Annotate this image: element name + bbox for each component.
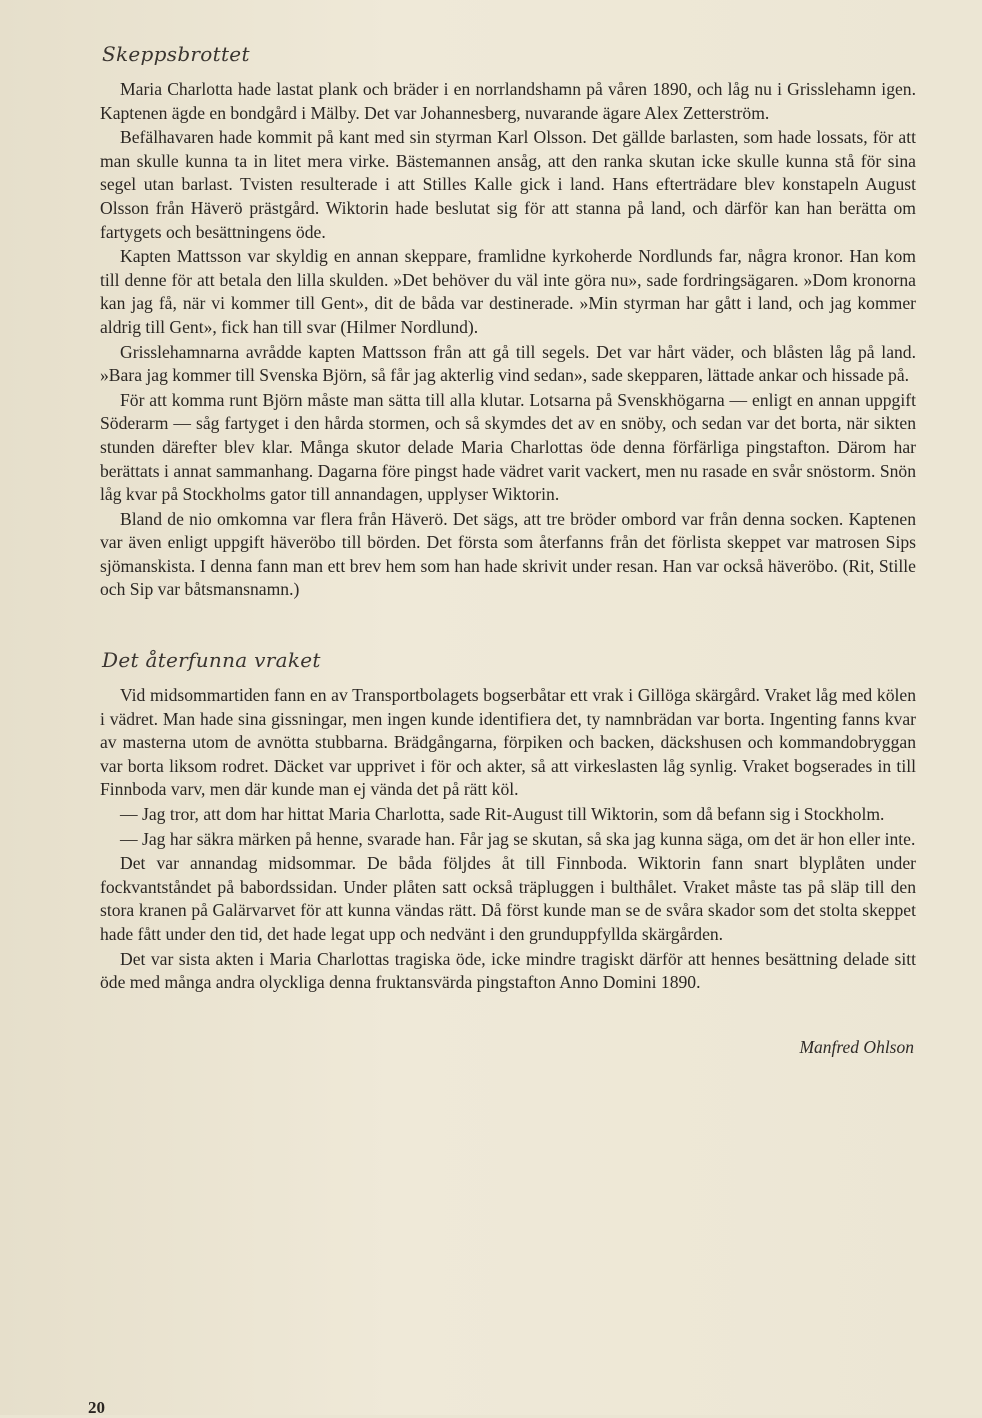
- author-signature: Manfred Ohlson: [799, 1036, 914, 1057]
- paragraph: Befälhavaren hade kommit på kant med sin styrman Karl Olsson. Det gällde barlasten, som hade lossats, för att man skulle kunna ta in litet mera virke. Bästemannen ansåg, att den ranka skutan icke skulle kunna stå för sina segel utan barlast. Tvisten resulterade i att Stilles Kalle gick i land. Hans efterträdare blev konstapeln August Olsson från Häverö prästgård. Wiktorin hade beslutat sig för att stanna på land, och därför kan han berätta om fartygets och besättningens öde.: [100, 127, 916, 242]
- paragraph: Maria Charlotta hade lastat plank och bräder i en norrlandshamn på våren 1890, och låg nu i Grisslehamn igen. Kaptenen ägde en bondgård i Mälby. Det var Johannesberg, nuvarande ägare Alex Zetterström.: [100, 79, 916, 123]
- section-det-aterfunna-vraket: [100, 648, 916, 995]
- paragraph: Kapten Mattsson var skyldig en annan skeppare, framlidne kyrkoherde Nordlunds far, några kronor. Han kom till denne för att betala den lilla skulden. »Det behöver du väl inte göra nu», sade fordringsägaren. »Dom kronorna kan jag få, när vi kommer till Gent», dit de båda var destinerade. »Min styrman har gått i land, och jag kommer aldrig till Gent», fick han till svar (Hilmer Nordlund).: [100, 246, 916, 337]
- paragraph: För att komma runt Björn måste man sätta till alla klutar. Lotsarna på Svenskhögarna — enligt en annan uppgift Söderarm — såg fartyget i den hårda stormen, och så skymdes det av en snöby, och sedan var det borta, när sikten stunden därefter blev klar. Många skutor delade Maria Charlottas öde denna förfärliga pingstafton. Därom har berättats i annat sammanhang. Dagarna före pingst hade vädret varit vackert, men nu rasade en svår snöstorm. Snön låg kvar på Stockholms gator till annandagen, upplyser Wiktorin.: [100, 389, 916, 505]
- section-title: Skeppsbrottet: [102, 42, 250, 66]
- section-title: Det återfunna vraket: [102, 648, 321, 673]
- section-skeppsbrottet: [100, 42, 916, 602]
- paragraph: Vid midsommartiden fann en av Transportbolagets bogserbåtar ett vrak i Gillöga skärgård. Vraket låg med kölen i vädret. Man hade sina gissningar, men ingen kunde identifiera det, ty namnbrädan var borta. Ingenting fanns kvar av masterna utom de avnötta stubbarna. Brädgångarna, förpiken och backen, däckshusen och kommandobryggan var borta liksom rodret. Däcket var upprivet i för och akter, så att virkeslasten låg synlig. Vraket bogserades in till Finnboda varv, men där kunde man ej vända det på rätt köl.: [100, 685, 916, 800]
- paragraph: Det var sista akten i Maria Charlottas tragiska öde, icke mindre tragiskt därför att hennes besättning delade sitt öde med många andra olyckliga denna fruktansvärda pingstafton Anno Domini 1890.: [100, 948, 916, 993]
- paragraph: — Jag har säkra märken på henne, svarade han. Får jag se skutan, så ska jag kunna säga, om det är hon eller inte.: [120, 828, 916, 849]
- paragraph: — Jag tror, att dom har hittat Maria Charlotta, sade Rit-August till Wiktorin, som då befann sig i Stockholm.: [120, 804, 885, 825]
- paragraph: Bland de nio omkomna var flera från Häverö. Det sägs, att tre bröder ombord var från denna socken. Kaptenen var även enligt uppgift häveröbo till börden. Det första som återfanns från det förlista skeppet var matrosen Sips sjömanskista. I denna fann man ett brev hem som han hade skrivit under resan. Han var också häveröbo. (Rit, Stille och Sip var båtsmansnamn.): [100, 508, 916, 600]
- paragraph: Det var annandag midsommar. De båda följdes åt till Finnboda. Wiktorin fann snart blyplåten under fockvantståndet på babordssidan. Under plåten satt också träpluggen i bulthålet. Vraket måste tas på släp till den stora kranen på Galärvarvet för att kunna vändas rätt. Då först kunde man se de svåra skador som det stolta skeppet hade fått under den tid, det hade legat upp och nedvänt i den grunduppfyllda skärgården.: [100, 853, 916, 944]
- paragraph: Grisslehamnarna avrådde kapten Mattsson från att gå till segels. Det var hårt väder, och blåsten låg på land. »Bara jag kommer till Svenska Björn, så får jag akterlig vind sedan», sade skepparen, lättade ankar och hissade på.: [100, 341, 916, 386]
- page-number: 20: [88, 1398, 105, 1417]
